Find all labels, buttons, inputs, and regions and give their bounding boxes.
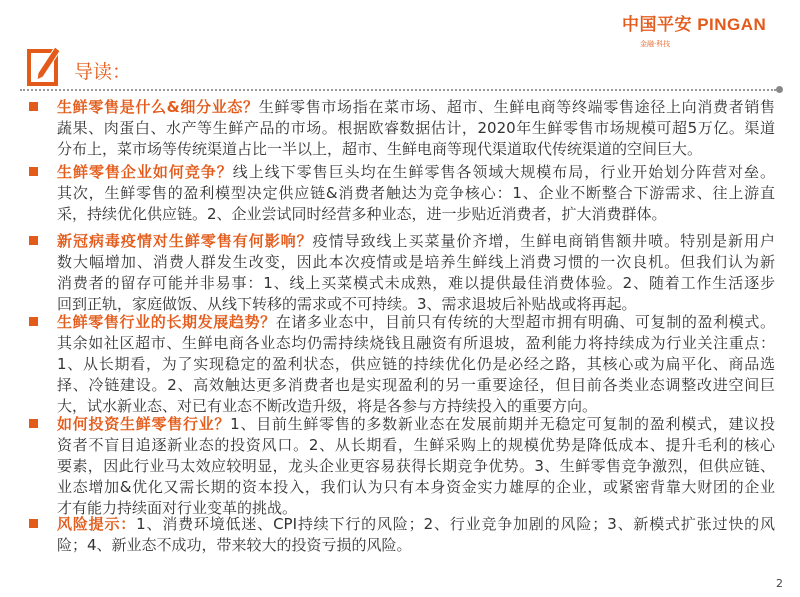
paragraph-text: 资者不盲目追逐新业态的投资风口。2、从长期看，生鲜采购上的规模优势是降低成本、提升毛利的核心 xyxy=(57,436,775,454)
paragraph-text: 其余如社区超市、生鲜电商各业态均仍需持续烧钱且融资有所退坡，盈利能力将持续成为行业关注重点： xyxy=(57,334,775,352)
paragraph-line xyxy=(57,162,775,183)
paragraph-text: 数大幅增加、消费人群发生改变，因此本次疫情或是培养生鲜线上消费习惯的一次良机。但我们认为新 xyxy=(57,253,775,271)
paragraph-heading: 生鲜零售行业的长期发展趋势？ xyxy=(57,313,276,331)
square-bullet-icon xyxy=(29,167,38,176)
paragraph-text: 在诸多业态中，目前只有传统的大型超市拥有明确、可复制的盈利模式。 xyxy=(275,313,775,331)
bullet-paragraph xyxy=(57,97,775,160)
paragraph-heading: 生鲜零售企业如何竞争？ xyxy=(57,163,233,181)
divider-end-dot xyxy=(776,86,783,93)
paragraph-text: 1、从长期看，为了实现稳定的盈利状态，供应链的持续优化仍是必经之路，其核心或为扁平化、商品选 xyxy=(57,355,775,373)
paragraph-text: 择、冷链建设。2、高效触达更多消费者也是实现盈利的另一重要途径，但目前各类业态调整改进空间巨 xyxy=(57,376,775,394)
paragraph-text: 消费者的留存可能并非易事：1、线上买菜模式未成熟，难以提供最佳消费体验。2、随着工作生活逐步 xyxy=(57,274,775,292)
paragraph-line xyxy=(57,477,775,498)
paragraph-line xyxy=(57,333,775,354)
pencil-note-icon xyxy=(27,45,60,86)
bullet-paragraph xyxy=(57,231,775,315)
paragraph-line xyxy=(57,273,775,294)
paragraph-text: 线上线下零售巨头均在生鲜零售各领域大规模布局，行业开始划分阵营对垒。 xyxy=(232,163,775,181)
paragraph-line xyxy=(57,97,775,118)
paragraph-text: 1、消费环境低迷、CPI持续下行的风险；2、行业竞争加剧的风险；3、新模式扩张过快的风 xyxy=(136,515,775,533)
paragraph-text: 回到正轨，家庭做饭、从线下转移的需求或不可持续。3、需求退坡后补贴战或将再起。 xyxy=(57,295,637,313)
paragraph-line xyxy=(57,183,775,204)
paragraph-line xyxy=(57,456,775,477)
bullet-paragraph xyxy=(57,514,775,556)
paragraph-text: 采，持续优化供应链。2、企业尝试同时经营多种业态，进一步贴近消费者，扩大消费群体。 xyxy=(57,205,667,223)
logo-main-text: 中国平安 PINGAN xyxy=(622,15,767,34)
bullet-paragraph xyxy=(57,414,775,519)
square-bullet-icon xyxy=(29,236,38,245)
section-title: 导读： xyxy=(74,61,132,83)
paragraph-line xyxy=(57,354,775,375)
paragraph-heading: 如何投资生鲜零售行业？ xyxy=(57,415,231,433)
paragraph-text: 蔬果、肉蛋白、水产等生鲜产品的市场。根据欧睿数据估计，2020年生鲜零售市场规模可超5万亿。渠道 xyxy=(57,119,775,137)
paragraph-text: 要素，因此行业马太效应较明显，龙头企业更容易获得长期竞争优势。3、生鲜零售竞争激烈，但供应链、 xyxy=(57,457,775,475)
paragraph-heading: 新冠病毒疫情对生鲜零售有何影响？ xyxy=(57,232,313,250)
paragraph-line xyxy=(57,204,775,225)
square-bullet-icon xyxy=(29,419,38,428)
divider xyxy=(20,89,776,91)
paragraph-text: 疫情导致线上买菜量价齐增，生鲜电商销售额井喷。特别是新用户 xyxy=(312,232,775,250)
bullet-paragraph xyxy=(57,312,775,417)
paragraph-line xyxy=(57,231,775,252)
page-number: 2 xyxy=(776,577,783,590)
paragraph-line xyxy=(57,118,775,139)
paragraph-text: 业态增加&优化又需长期的资本投入，我们认为只有本身资金实力雄厚的企业，或紧密背靠大财团的企业 xyxy=(57,478,775,496)
paragraph-line xyxy=(57,139,775,160)
paragraph-line xyxy=(57,312,775,333)
paragraph-line xyxy=(57,535,775,556)
paragraph-heading: 生鲜零售是什么&细分业态？ xyxy=(57,98,259,116)
paragraph-line xyxy=(57,514,775,535)
logo-tagline: 金融·科技 xyxy=(640,40,671,48)
paragraph-text: 分布上，菜市场等传统渠道占比一半以上，超市、生鲜电商等现代渠道取代传统渠道的空间巨大。 xyxy=(57,140,703,158)
paragraph-text: 生鲜零售市场指在菜市场、超市、生鲜电商等终端零售途径上向消费者销售 xyxy=(258,98,775,116)
paragraph-text: 大，试水新业态、对已有业态不断改造升级，将是各参与方持续投入的重要方向。 xyxy=(57,397,598,415)
paragraph-heading: 风险提示： xyxy=(57,515,137,533)
paragraph-text: 才有能力持续面对行业变革的挑战。 xyxy=(57,499,298,517)
paragraph-line xyxy=(57,414,775,435)
company-logo xyxy=(622,10,792,49)
paragraph-line xyxy=(57,252,775,273)
paragraph-line xyxy=(57,435,775,456)
square-bullet-icon xyxy=(29,102,38,111)
square-bullet-icon xyxy=(29,317,38,326)
square-bullet-icon xyxy=(29,519,38,528)
paragraph-text: 1、目前生鲜零售的多数新业态在发展前期并无稳定可复制的盈利模式，建议投 xyxy=(230,415,775,433)
bullet-paragraph xyxy=(57,162,775,225)
paragraph-text: 其次，生鲜零售的盈利模型决定供应链&消费者触达为竞争核心：1、企业不断整合下游需求、往上游直 xyxy=(57,184,775,202)
paragraph-line xyxy=(57,375,775,396)
paragraph-text: 险；4、新业态不成功，带来较大的投资亏损的风险。 xyxy=(57,536,412,554)
